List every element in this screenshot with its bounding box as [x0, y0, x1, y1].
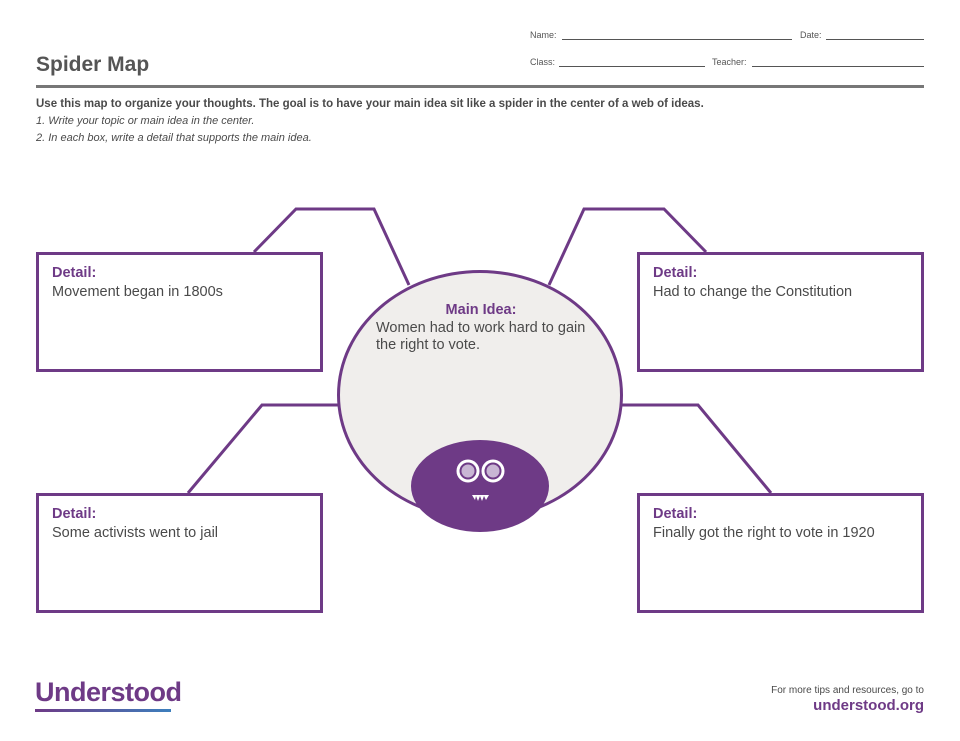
detail-box-top-right[interactable]	[637, 252, 924, 372]
main-idea-text[interactable]: Women had to work hard to gain the right to vote.	[376, 320, 586, 353]
detail-label: Detail:	[52, 506, 97, 522]
detail-text[interactable]: Had to change the Constitution	[653, 284, 853, 300]
main-idea-label: Main Idea:	[445, 302, 517, 318]
detail-text[interactable]: Movement began in 1800s	[52, 284, 223, 300]
instructions-step-1: 1. Write your topic or main idea in the center.	[36, 115, 255, 127]
footer-url-link[interactable]: understood.org	[813, 697, 924, 714]
leg-bottom-right	[621, 405, 771, 493]
understood-logo: Understood	[35, 677, 182, 707]
detail-label: Detail:	[52, 265, 97, 281]
teacher-label: Teacher:	[712, 57, 747, 67]
footer-tagline: For more tips and resources, go to	[771, 685, 924, 696]
page-title: Spider Map	[36, 53, 150, 76]
date-label: Date:	[800, 30, 822, 40]
instructions-step-2: 2. In each box, write a detail that supports the main idea.	[36, 132, 312, 144]
detail-box-top-left[interactable]	[36, 252, 323, 372]
detail-label: Detail:	[653, 265, 698, 281]
detail-box-bottom-left[interactable]	[36, 493, 323, 613]
name-label: Name:	[530, 30, 557, 40]
detail-text[interactable]: Finally got the right to vote in 1920	[653, 525, 875, 541]
class-label: Class:	[530, 57, 556, 67]
spider-head-icon	[409, 438, 551, 534]
detail-box-bottom-right[interactable]	[637, 493, 924, 613]
leg-bottom-left	[188, 405, 340, 493]
detail-label: Detail:	[653, 506, 698, 522]
instructions-intro: Use this map to organize your thoughts. The goal is to have your main idea sit like a spider in the center of a web of ideas.	[36, 98, 704, 110]
detail-text[interactable]: Some activists went to jail	[52, 525, 219, 541]
logo-underline	[35, 709, 171, 712]
